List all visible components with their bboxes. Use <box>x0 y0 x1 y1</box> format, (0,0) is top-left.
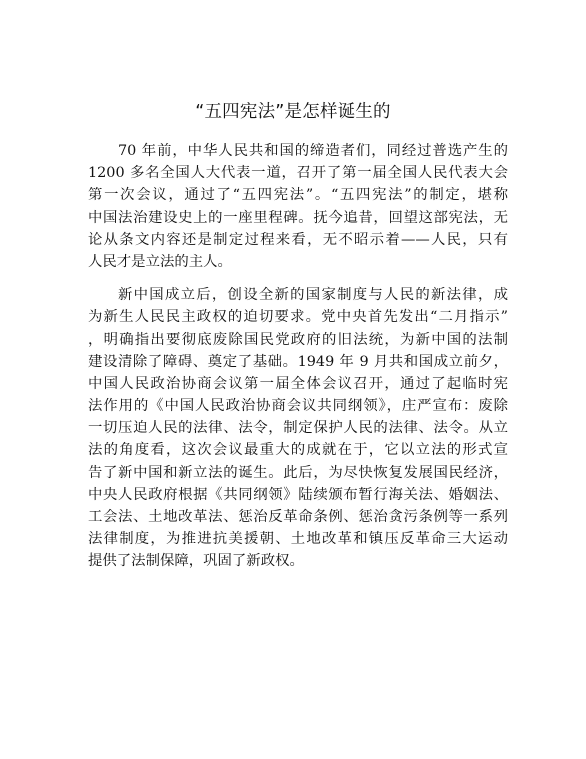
text-line: 论从条文内容还是制定过程来看，无不昭示着——人民，只有 <box>88 231 508 248</box>
text-line: 中国法治建设史上的一座里程碑。抚今追昔，回望这部宪法，无 <box>88 209 508 226</box>
text-line: 工会法、土地改革法、惩治反革命条例、惩治贪污条例等一系列 <box>88 509 508 525</box>
document-title: “五四宪法”是怎样诞生的 <box>195 102 391 122</box>
text-line: 为新生人民民主政权的迫切要求。党中央首先发出“二月指示” <box>88 309 508 326</box>
text-line: 法律制度，为推进抗美援朝、土地改革和镇压反革命三大运动 <box>88 531 508 548</box>
paragraph-2 <box>88 284 508 572</box>
text-line: 告了新中国和新立法的诞生。此后，为尽快恢复发展国民经济， <box>88 464 508 481</box>
text-line: 第一次会议，通过了“五四宪法”。“五四宪法”的制定，堪称 <box>88 187 508 204</box>
text-line: 人民才是立法的主人。 <box>88 253 232 270</box>
paragraph-gap <box>88 273 508 284</box>
paragraph-1 <box>88 140 508 273</box>
text-line: 建设清除了障碍、奠定了基础。1949 年 9 月共和国成立前夕， <box>88 353 508 370</box>
text-line: 1200 多名全国人大代表一道，召开了第一届全国人民代表大会 <box>88 165 508 182</box>
text-line: 法的角度看，这次会议最重大的成就在于，它以立法的形式宣 <box>88 442 508 459</box>
text-line: 新中国成立后，创设全新的国家制度与人民的新法律，成 <box>118 287 508 304</box>
document-body <box>88 140 508 573</box>
text-line: 一切压迫人民的法律、法令，制定保护人民的法律、法令。从立 <box>88 420 508 437</box>
text-line: 70 年前，中华人民共和国的缔造者们，同经过普选产生的 <box>118 143 508 159</box>
text-line: 中央人民政府根据《共同纲领》陆续颁布暂行海关法、婚姻法、 <box>88 486 508 503</box>
text-line: 提供了法制保障，巩固了新政权。 <box>88 553 304 570</box>
text-line: ，明确指出要彻底废除国民党政府的旧法统，为新中国的法制 <box>88 331 508 348</box>
text-line: 中国人民政治协商会议第一届全体会议召开，通过了起临时宪 <box>88 375 508 392</box>
text-line: 法作用的《中国人民政治协商会议共同纲领》，庄严宣布：废除 <box>88 398 508 415</box>
